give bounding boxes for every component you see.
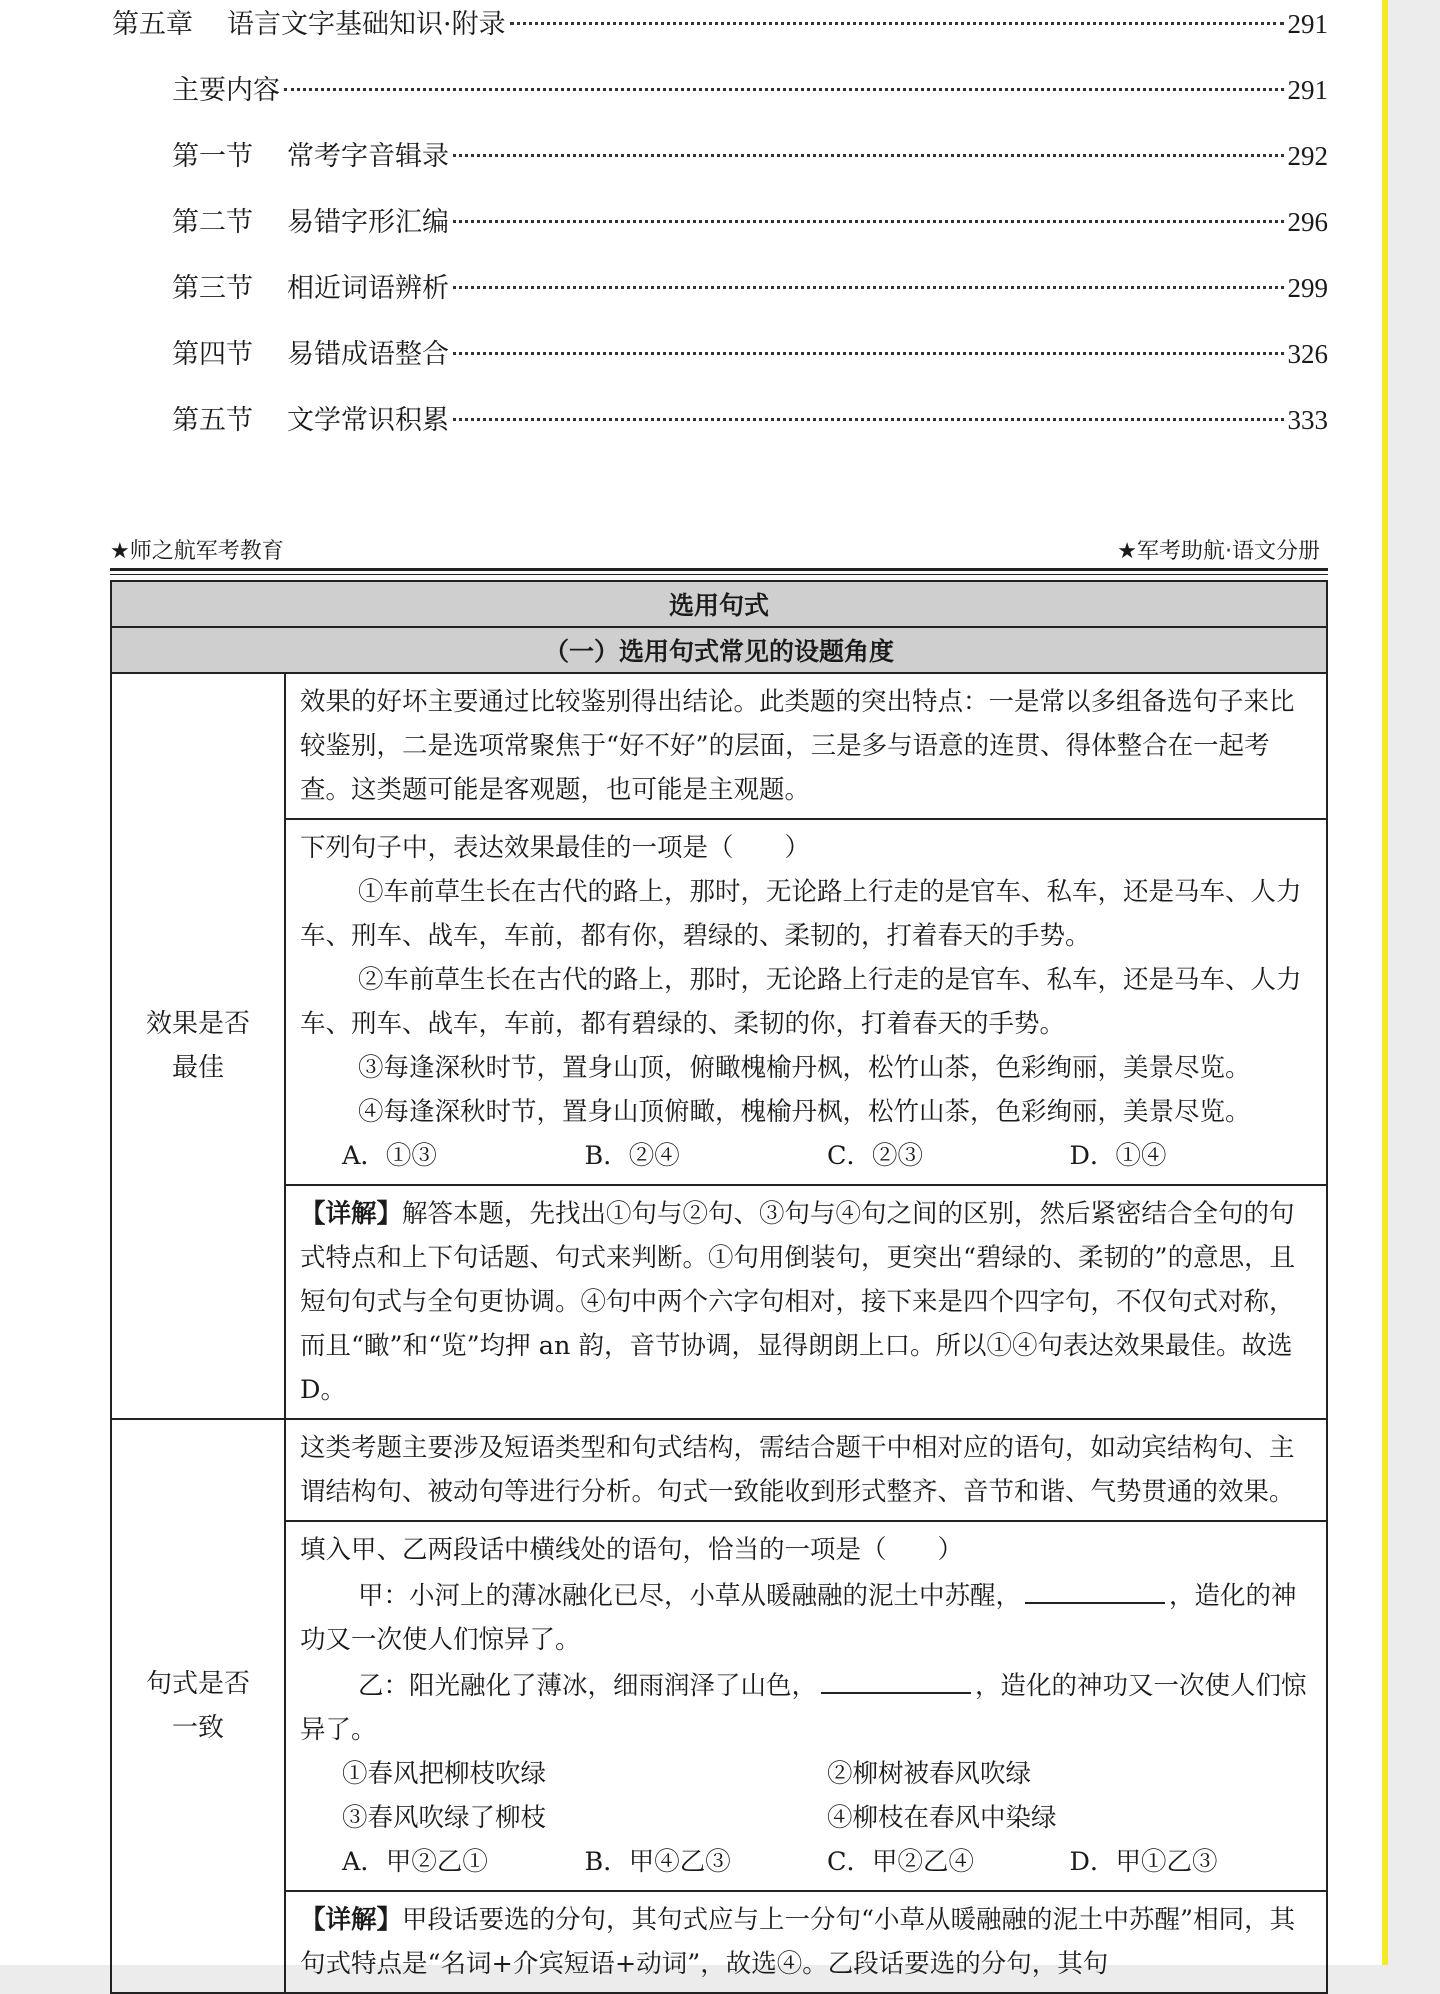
- option-c: C．②③: [827, 1141, 924, 1171]
- label-line: 最佳: [171, 1053, 224, 1083]
- toc-page-number: 333: [1287, 405, 1328, 435]
- toc-entry-title: 易错字形汇编: [287, 207, 449, 238]
- toc-page-number: 292: [1287, 141, 1328, 171]
- option-d: D．①④: [1069, 1141, 1167, 1171]
- passage-yi: [300, 1662, 1312, 1752]
- example-block: [286, 818, 1326, 1184]
- sentence-2: ②车前草生长在古代的路上，那时，无论路上行走的是官车、私车，还是马车、人力车、刑车、战车，车前，都有碧绿的、柔韧的你，打着春天的手势。: [300, 965, 1302, 1039]
- choice-2: ②柳树被春风吹绿: [827, 1759, 1032, 1789]
- answer-options: [300, 1840, 1312, 1884]
- example-block: [286, 1520, 1326, 1890]
- toc-entry-title: 相近词语辨析: [287, 273, 449, 304]
- analysis-tag: 【详解】: [300, 1199, 403, 1229]
- toc-leader-dots: [510, 22, 1284, 25]
- intro-text-block: [286, 1420, 1326, 1520]
- option-d: D．甲①乙③: [1069, 1847, 1218, 1877]
- label-line: 效果是否: [145, 1009, 250, 1039]
- option-c: C．甲②乙④: [827, 1847, 975, 1877]
- toc-entry-number: 第二节: [172, 207, 253, 238]
- toc-leader-dots: [453, 352, 1284, 355]
- analysis-text: 解答本题，先找出①句与②句、③句与④句之间的区别，然后紧密结合全句的句式特点和上下句话题、句式来判断。①句用倒装句，更突出“碧绿的、柔韧的”的意思，且短句句式与全句更协调。④句中两个六字句相对，接下来是四个四字句，不仅句式对称，而且“瞰”和“览”均押 an 韵，音节协调，显得朗朗上口。所以①④句表达效果最佳。故选 D。: [300, 1199, 1296, 1405]
- option-a: A．甲②乙①: [342, 1847, 488, 1877]
- header-left: ★师之航军考教育: [110, 539, 284, 564]
- toc-entry-title: 常考字音辑录: [287, 141, 449, 172]
- toc-entry-title: 语言文字基础知识·附录: [227, 9, 506, 40]
- analysis-paragraph: [300, 1898, 1312, 1986]
- question-text: 下列句子中，表达效果最佳的一项是（ ）: [300, 833, 811, 863]
- intro-text-block: [286, 674, 1326, 818]
- toc-entry[interactable]: [172, 70, 1328, 110]
- label-line: 句式是否: [145, 1669, 250, 1699]
- option-a: A．①③: [342, 1141, 437, 1171]
- passage-jia-part1: 甲：小河上的薄冰融化已尽，小草从暖融融的泥土中苏醒，: [358, 1581, 1022, 1611]
- toc-entry[interactable]: [172, 202, 1328, 242]
- sentence-4: ④每逢深秋时节，置身山顶俯瞰，槐榆丹枫，松竹山茶，色彩绚丽，美景尽览。: [358, 1097, 1251, 1127]
- toc-leader-dots: [453, 286, 1284, 289]
- passage-jia-part2: ，造化的神功又一次使人们惊异了。: [300, 1581, 1297, 1655]
- blank-line: [1025, 1572, 1165, 1604]
- section-consistency-content: [285, 1419, 1327, 1993]
- blank-line: [821, 1662, 971, 1694]
- toc-entry-number: 第四节: [172, 339, 253, 370]
- toc-entry-number: 第三节: [172, 273, 253, 304]
- toc-page-number: 291: [1287, 9, 1328, 39]
- section-effect-content: [285, 673, 1327, 1419]
- toc-entry-title: 易错成语整合: [287, 339, 449, 370]
- passage-yi-part2: ，造化的神功又一次使人们惊异了。: [300, 1671, 1307, 1745]
- analysis-text: 甲段话要选的分句，其句式应与上一分句“小草从暖融融的泥土中苏醒”相同，其句式特点是“名词+介宾短语+动词”，故选④。乙段话要选的分句，其句: [300, 1905, 1296, 1979]
- toc-entry-number: 第五节: [172, 405, 253, 436]
- passage-yi-part1: 乙：阳光融化了薄冰，细雨润泽了山色，: [358, 1671, 818, 1701]
- toc-entry-number: 第一节: [172, 141, 253, 172]
- toc-page-number: 326: [1287, 339, 1328, 369]
- choice-row: [300, 1752, 1312, 1796]
- sentence-1: ①车前草生长在古代的路上，那时，无论路上行走的是官车、私车，还是马车、人力车、刑车、战车，车前，都有你，碧绿的、柔韧的，打着春天的手势。: [300, 877, 1302, 951]
- toc-entry[interactable]: [172, 334, 1328, 374]
- row-label-effect: [111, 673, 285, 1419]
- toc-entry[interactable]: [172, 268, 1328, 308]
- analysis-tag: 【详解】: [300, 1905, 403, 1935]
- table-subtitle: （一）选用句式常见的设题角度: [111, 627, 1327, 673]
- intro-text: 这类考题主要涉及短语类型和句式结构，需结合题干中相对应的语句，如动宾结构句、主谓结构句、被动句等进行分析。句式一致能收到形式整齐、音节和谐、气势贯通的效果。: [300, 1433, 1295, 1507]
- row-label-consistency: [111, 1419, 285, 1993]
- analysis-block: [286, 1890, 1326, 1992]
- answer-options: [300, 1134, 1312, 1178]
- passage-jia: [300, 1572, 1312, 1662]
- toc-entry[interactable]: [172, 136, 1328, 176]
- toc-entry[interactable]: [112, 4, 1328, 44]
- toc-entry-title: 文学常识积累: [287, 405, 449, 436]
- toc-entry[interactable]: [172, 400, 1328, 440]
- toc-leader-dots: [453, 154, 1284, 157]
- toc-entry-title: 主要内容: [172, 75, 280, 106]
- toc-leader-dots: [284, 88, 1284, 91]
- toc-leader-dots: [453, 220, 1284, 223]
- toc-page-number: 299: [1287, 273, 1328, 303]
- intro-text: 效果的好坏主要通过比较鉴别得出结论。此类题的突出特点：一是常以多组备选句子来比较鉴别，二是选项常聚焦于“好不好”的层面，三是多与语意的连贯、得体整合在一起考查。这类题可能是客观题，也可能是主观题。: [300, 687, 1295, 805]
- toc-entry-number: 第五章: [112, 9, 193, 40]
- header-right: ★军考助航·语文分册: [1117, 539, 1320, 564]
- header-rule-thin: [110, 574, 1328, 575]
- analysis-paragraph: [300, 1192, 1312, 1412]
- sentence-3: ③每逢深秋时节，置身山顶，俯瞰槐榆丹枫，松竹山茶，色彩绚丽，美景尽览。: [358, 1053, 1251, 1083]
- toc-leader-dots: [453, 418, 1284, 421]
- label-line: 一致: [171, 1713, 224, 1743]
- toc-page-number: 296: [1287, 207, 1328, 237]
- choice-3: ③春风吹绿了柳枝: [342, 1803, 547, 1833]
- table-title: 选用句式: [111, 581, 1327, 627]
- choice-row: [300, 1796, 1312, 1840]
- content-table: [110, 580, 1328, 1994]
- choice-4: ④柳枝在春风中染绿: [827, 1803, 1057, 1833]
- toc-page-number: 291: [1287, 75, 1328, 105]
- header-rule: [110, 568, 1328, 571]
- option-b: B．甲④乙③: [584, 1847, 731, 1877]
- choice-1: ①春风把柳枝吹绿: [342, 1759, 547, 1789]
- option-b: B．②④: [584, 1141, 680, 1171]
- question-text: 填入甲、乙两段话中横线处的语句，恰当的一项是（ ）: [300, 1535, 964, 1565]
- analysis-block: [286, 1184, 1326, 1418]
